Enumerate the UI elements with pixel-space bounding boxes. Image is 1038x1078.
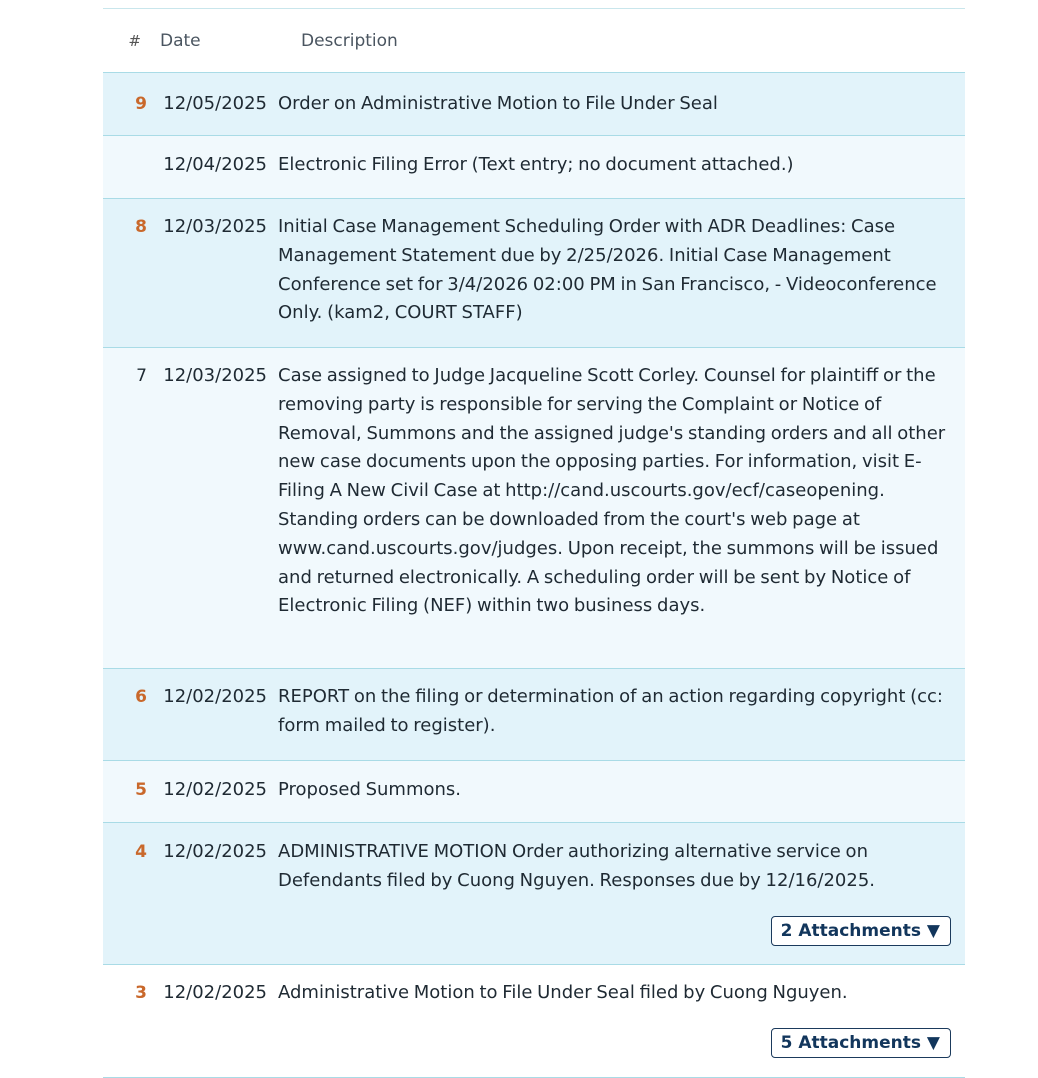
entry-description: Proposed Summons. xyxy=(278,779,462,800)
entry-number xyxy=(103,151,147,198)
entry-number[interactable]: 9 xyxy=(135,94,147,114)
entry-number[interactable]: 3 xyxy=(135,983,147,1003)
header-date: Date xyxy=(160,30,201,51)
entry-date: 12/02/2025 xyxy=(163,841,267,862)
docket-table xyxy=(103,8,965,1078)
entry-date: 12/04/2025 xyxy=(163,154,267,175)
attachments-button[interactable]: 2 Attachments ▼ xyxy=(771,916,951,946)
table-header xyxy=(103,9,965,73)
entry-date: 12/02/2025 xyxy=(163,779,267,800)
entry-description: Case assigned to Judge Jacqueline Scott Corley. Counsel for plaintiff or the removing party is responsible for serving the Complaint or Notice of Removal, Summons and the assigned judge's standing orders and all other new case documents upon the opposing parties. For information, visit E-Filing A New Civil Case at http://cand.uscourts.gov/ecf/caseopening. Standing orders can be downloaded from the court's web page at www.cand.uscourts.gov/judges. Upon receipt, the summons will be issued and returned electronically. A scheduling order will be sent by Notice of Electronic Filing (NEF) within two business days. xyxy=(278,365,946,617)
table-row xyxy=(103,199,965,348)
entry-description-cell xyxy=(278,838,965,964)
entry-number[interactable]: 6 xyxy=(135,687,147,707)
header-description: Description xyxy=(301,30,398,51)
entry-number: 7 xyxy=(136,366,147,386)
entry-description-cell xyxy=(278,979,965,1077)
attachments-wrap xyxy=(278,1008,951,1058)
table-row xyxy=(103,669,965,761)
entry-date: 12/02/2025 xyxy=(163,686,267,707)
entry-date: 12/03/2025 xyxy=(163,216,267,237)
attachments-wrap xyxy=(278,896,951,946)
table-row xyxy=(103,823,965,965)
attachments-button[interactable]: 5 Attachments ▼ xyxy=(771,1028,951,1058)
entry-description: Initial Case Management Scheduling Order with ADR Deadlines: Case Management Statement due by 2/25/2026. Initial Case Management Conference set for 3/4/2026 02:00 PM in San Francisco, - Videoconference Only. (kam2, COURT STAFF) xyxy=(278,216,937,324)
table-row xyxy=(103,73,965,136)
entry-number[interactable]: 4 xyxy=(135,842,147,862)
entry-description: Electronic Filing Error (Text entry; no document attached.) xyxy=(278,154,794,175)
entry-date: 12/02/2025 xyxy=(163,982,267,1003)
entry-date: 12/03/2025 xyxy=(163,365,267,386)
entry-description: REPORT on the filing or determination of an action regarding copyright (cc: form mailed to register). xyxy=(278,686,943,736)
entry-description: Order on Administrative Motion to File Under Seal xyxy=(278,93,718,114)
entry-description: ADMINISTRATIVE MOTION Order authorizing alternative service on Defendants filed by Cuong Nguyen. Responses due by 12/16/2025. xyxy=(278,841,876,891)
entry-number[interactable]: 5 xyxy=(135,780,147,800)
entry-description: Administrative Motion to File Under Seal filed by Cuong Nguyen. xyxy=(278,982,848,1003)
entry-number[interactable]: 8 xyxy=(135,217,147,237)
table-row xyxy=(103,136,965,199)
table-row xyxy=(103,965,965,1078)
table-row xyxy=(103,348,965,669)
table-row xyxy=(103,761,965,823)
header-num: # xyxy=(128,31,141,50)
entry-date: 12/05/2025 xyxy=(163,93,267,114)
